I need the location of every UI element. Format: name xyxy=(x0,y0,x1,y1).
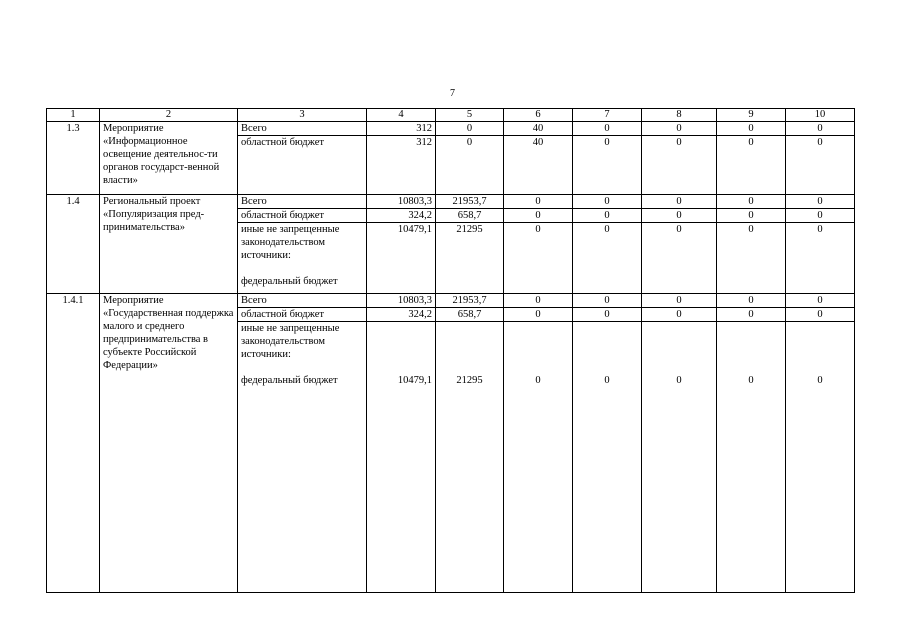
value-cell: 0 xyxy=(717,294,786,308)
row-number: 1.4 xyxy=(47,195,100,294)
column-header: 2 xyxy=(100,109,238,122)
funding-source-cell xyxy=(238,223,367,294)
table-row xyxy=(47,195,855,209)
funding-source: Всего xyxy=(238,294,367,308)
value-cell: 0 xyxy=(504,223,573,294)
value-cell: 0 xyxy=(717,122,786,136)
value-cell: 324,2 xyxy=(367,209,436,223)
funding-source-note: иные не запрещенные законодательством источники: xyxy=(241,224,340,261)
value-cell: 0 xyxy=(717,322,786,593)
table-row xyxy=(47,122,855,136)
value-cell: 0 xyxy=(642,209,717,223)
row-number: 1.3 xyxy=(47,122,100,195)
value-cell: 0 xyxy=(786,195,855,209)
value-cell: 0 xyxy=(436,136,504,195)
value-cell: 0 xyxy=(717,308,786,322)
value-cell: 21295 xyxy=(436,322,504,593)
value-cell: 658,7 xyxy=(436,209,504,223)
activity-name: Мероприятие «Информационное освещение деятельнос-ти органов государст-венной власти» xyxy=(100,122,238,195)
value-cell: 0 xyxy=(573,308,642,322)
value-cell: 10479,1 xyxy=(367,223,436,294)
value-cell: 0 xyxy=(642,122,717,136)
value-cell: 40 xyxy=(504,122,573,136)
value-cell: 0 xyxy=(717,136,786,195)
value-cell: 0 xyxy=(642,195,717,209)
value-cell: 0 xyxy=(717,223,786,294)
value-cell: 0 xyxy=(642,308,717,322)
value-cell: 0 xyxy=(717,209,786,223)
value-cell: 0 xyxy=(504,195,573,209)
column-header: 7 xyxy=(573,109,642,122)
value-cell: 0 xyxy=(504,294,573,308)
activity-name: Мероприятие «Государственная поддержка малого и среднего предпринимательства в субъекте Российской Федерации» xyxy=(100,294,238,593)
funding-source-note: иные не запрещенные законодательством источники: xyxy=(241,323,340,360)
value-cell: 0 xyxy=(786,223,855,294)
value-cell: 10803,3 xyxy=(367,294,436,308)
value-cell: 21953,7 xyxy=(436,294,504,308)
funding-source: Всего xyxy=(238,122,367,136)
value-cell: 0 xyxy=(642,136,717,195)
value-cell: 0 xyxy=(504,209,573,223)
value-cell: 10479,1 xyxy=(367,322,436,593)
page-number: 7 xyxy=(450,88,455,99)
value-cell: 0 xyxy=(573,136,642,195)
column-header: 5 xyxy=(436,109,504,122)
value-cell: 312 xyxy=(367,122,436,136)
value-cell: 0 xyxy=(504,322,573,593)
funding-source: областной бюджет xyxy=(238,308,367,322)
funding-source-cell xyxy=(238,322,367,593)
column-header: 9 xyxy=(717,109,786,122)
column-header: 6 xyxy=(504,109,573,122)
column-header: 4 xyxy=(367,109,436,122)
funding-source: Всего xyxy=(238,195,367,209)
value-cell: 21295 xyxy=(436,223,504,294)
value-cell: 0 xyxy=(504,308,573,322)
value-cell: 0 xyxy=(786,136,855,195)
value-cell: 0 xyxy=(573,294,642,308)
value-cell: 312 xyxy=(367,136,436,195)
value-cell: 0 xyxy=(573,223,642,294)
value-cell: 0 xyxy=(786,294,855,308)
value-cell: 0 xyxy=(436,122,504,136)
value-cell: 0 xyxy=(573,195,642,209)
funding-source: федеральный бюджет xyxy=(241,375,338,386)
column-header: 10 xyxy=(786,109,855,122)
value-cell: 0 xyxy=(573,122,642,136)
value-cell: 0 xyxy=(642,322,717,593)
row-number: 1.4.1 xyxy=(47,294,100,593)
value-cell: 658,7 xyxy=(436,308,504,322)
column-header: 3 xyxy=(238,109,367,122)
value-cell: 0 xyxy=(786,122,855,136)
value-cell: 0 xyxy=(786,209,855,223)
value-cell: 0 xyxy=(786,322,855,593)
value-cell: 0 xyxy=(642,294,717,308)
column-header: 8 xyxy=(642,109,717,122)
value-cell: 0 xyxy=(573,209,642,223)
funding-source: федеральный бюджет xyxy=(241,276,338,287)
funding-source: областной бюджет xyxy=(238,136,367,195)
value-cell: 0 xyxy=(717,195,786,209)
value-cell: 0 xyxy=(573,322,642,593)
value-cell: 0 xyxy=(642,223,717,294)
column-header: 1 xyxy=(47,109,100,122)
funding-source: областной бюджет xyxy=(238,209,367,223)
value-cell: 21953,7 xyxy=(436,195,504,209)
value-cell: 324,2 xyxy=(367,308,436,322)
activity-name: Региональный проект «Популяризация пред-принимательства» xyxy=(100,195,238,294)
value-cell: 40 xyxy=(504,136,573,195)
value-cell: 0 xyxy=(786,308,855,322)
budget-table xyxy=(46,108,855,593)
table-header-row xyxy=(47,109,855,122)
table-row xyxy=(47,294,855,308)
value-cell: 10803,3 xyxy=(367,195,436,209)
